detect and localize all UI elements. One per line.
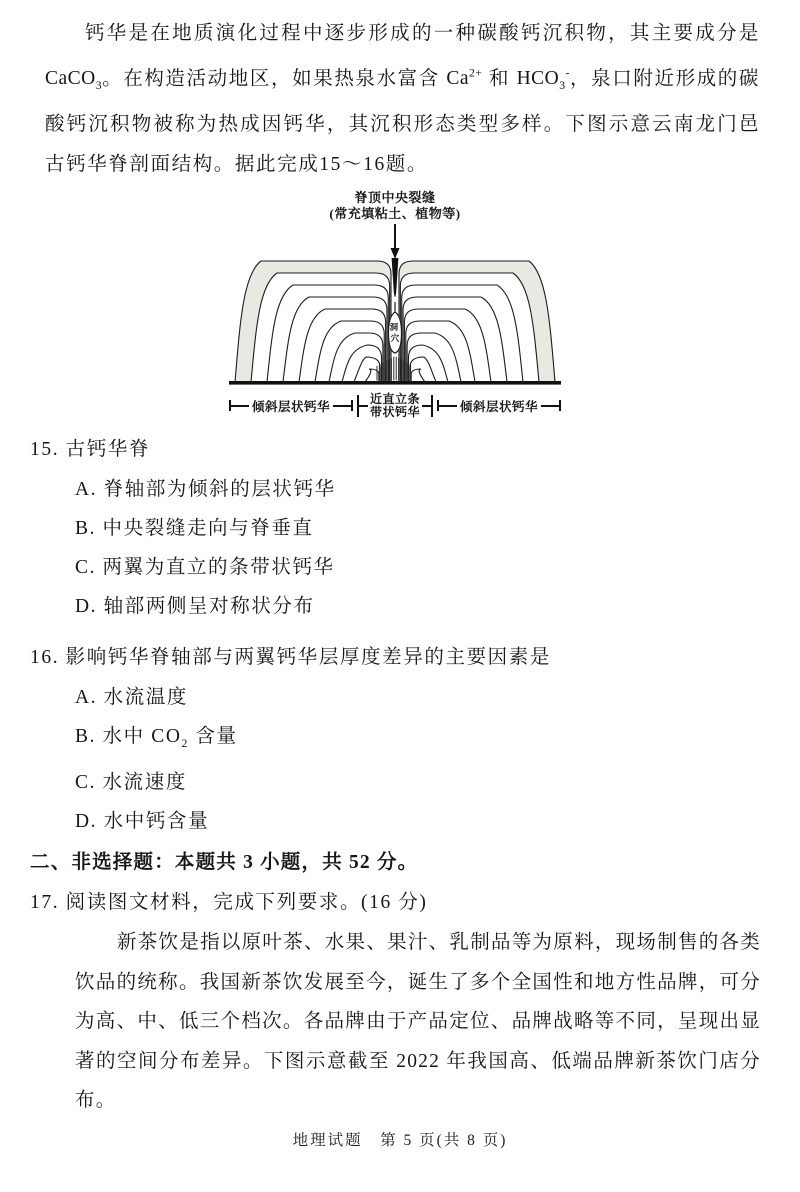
q15-option-b: B. 中央裂缝走向与脊垂直 [75, 518, 314, 540]
question-15 [30, 430, 760, 626]
question-16 [30, 638, 760, 841]
down-arrow-icon [391, 224, 400, 259]
travertine-ridge-figure [225, 190, 565, 418]
q17-stem: 17. 阅读图文材料，完成下列要求。(16 分) [30, 892, 428, 914]
q15-option-c: C. 两翼为直立的条带状钙华 [75, 557, 335, 579]
figure-axis-labels [229, 393, 561, 418]
bracket-tick [351, 400, 353, 411]
formula-caco3: CaCO$_3$ [45, 68, 103, 92]
q16-option-a: A. 水流温度 [75, 687, 189, 709]
q16-stem: 16. 影响钙华脊轴部与两翼钙华层厚度差异的主要因素是 [30, 647, 551, 669]
q15-option-a: A. 脊轴部为倾斜的层状钙华 [75, 479, 336, 501]
q17-paragraph: 新茶饮是指以原叶茶、水果、果汁、乳制品等为原料，现场制售的各类饮品的统称。我国新茶饮发展至今，诞生了多个全国性和地方性品牌，可分为高、中、低三个档次。各品牌由于产品定位、品牌战略等不同，呈现出显著的空间分布差异。下图示意截至 2022 年我国高、低端品牌新茶饮门店分布。 [75, 932, 761, 1112]
q16-option-d: D. 水中钙含量 [75, 811, 210, 833]
cave-label: 洞 穴 [389, 322, 400, 344]
q15-options [30, 470, 760, 626]
intro-paragraph [45, 14, 760, 184]
travertine-ridge-diagram [229, 222, 561, 392]
formula-hco3-ion: $HCO_3^-$ [516, 66, 570, 92]
bracket-tick [431, 395, 433, 417]
intro-text-4: ，泉口附近形成的碳酸钙沉积物被称为热成因钙华，其沉积形态类型多样。下图示意云南龙门邑古钙华脊剖面结构。据此完成15～16题。 [45, 68, 760, 175]
fissure-label-line1: 脊顶中央裂缝 [354, 190, 436, 206]
axis-right-bracket [437, 393, 561, 418]
section-2-header: 二、非选择题：本题共 3 小题，共 52 分。 [30, 852, 419, 874]
intro-text-3: 和 [482, 68, 517, 89]
q16-option-c: C. 水流速度 [75, 772, 187, 794]
formula-ca-ion: $Ca^{2+}$ [446, 66, 483, 89]
intro-text-2: 。在构造活动地区，如果热泉水富含 [102, 68, 447, 89]
axis-mid-bracket [357, 393, 433, 418]
axis-mid-label: 近直立条 带状钙华 [370, 392, 421, 419]
question-17 [30, 883, 760, 1121]
intro-text-1: 钙华是在地质演化过程中逐步形成的一种碳酸钙沉积物，其主要成分是 [85, 23, 760, 44]
q16-option-b: B. 水中 $CO_2$ 含量 [75, 726, 238, 751]
bracket-tick [559, 400, 561, 411]
page-footer: 地理试题 第 5 页(共 8 页) [292, 1132, 508, 1149]
ground-baseline [229, 381, 561, 385]
central-fissure [392, 258, 399, 297]
q15-option-d: D. 轴部两侧呈对称状分布 [75, 596, 315, 618]
q16-options [30, 678, 760, 841]
fissure-label-line2: (常充填粘土、植物等) [329, 206, 461, 222]
q15-stem: 15. 古钙华脊 [30, 439, 151, 461]
axis-right-label: 倾斜层状钙华 [460, 399, 539, 414]
fissure-label [225, 190, 565, 222]
axis-left-bracket [229, 393, 353, 418]
axis-left-label: 倾斜层状钙华 [252, 399, 331, 414]
